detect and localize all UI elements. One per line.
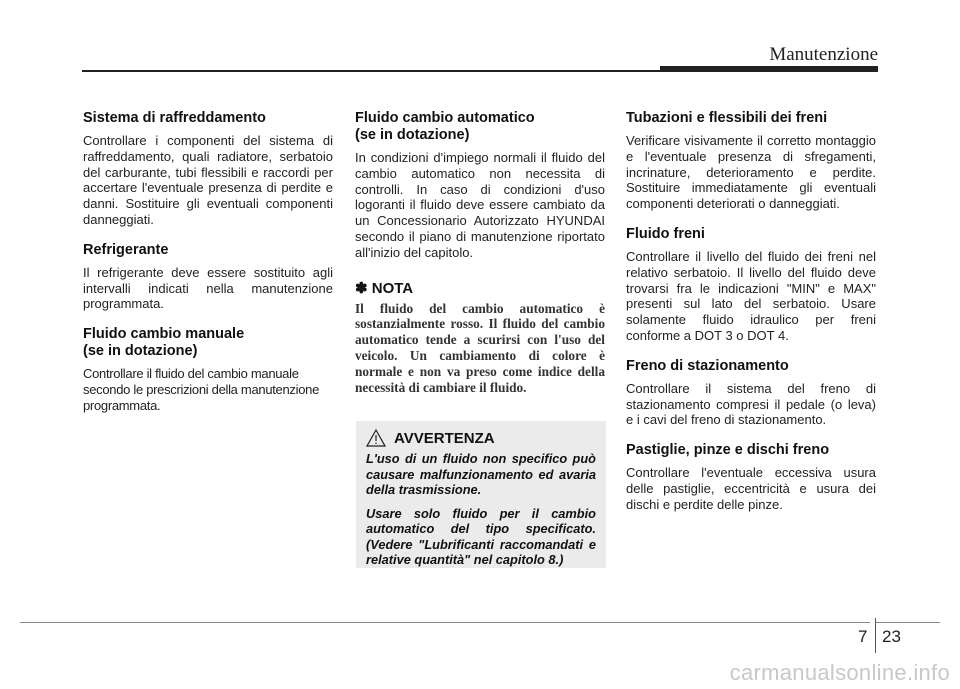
chapter-number: 7 bbox=[858, 627, 868, 646]
footer-rule-right bbox=[876, 622, 940, 623]
section-title-coolant: Refrigerante bbox=[83, 241, 169, 258]
warning-title: AVVERTENZA bbox=[394, 429, 495, 447]
column-2 bbox=[355, 110, 605, 395]
warning-header bbox=[366, 429, 596, 447]
section-title-manual-transmission bbox=[83, 326, 333, 360]
section-body-brake-fluid: Controllare il livello del fluido dei freni nel relativo serbatoio. Il livello del fluido deve trovarsi fra le indicazioni "MIN" e MAX" presenti sul lato del serbatoio. Usare solamente fluido idraulico per freni conforme a DOT 3 o DOT 4. bbox=[626, 248, 876, 343]
page-header-title: Manutenzione bbox=[769, 44, 878, 65]
warning-paragraph-2: Usare solo fluido per il cambio automatico del tipo specificato. (Vedere "Lubrificanti raccomandati e relative quantità" nel capitolo 8.) bbox=[366, 505, 596, 567]
section-body-parking-brake: Controllare il sistema del freno di stazionamento compresi il pedale (o leva) e i cavi del freno di stazionamento. bbox=[626, 380, 876, 428]
section-body-automatic-transmission: In condizioni d'impiego normali il fluido del cambio automatico non necessita di controlli. In caso di condizioni d'uso logoranti il fluido deve essere cambiato da un Concessionario Autorizzato HYUNDAI secondo il piano di manutenzione riportato all'inizio del capitolo. bbox=[355, 150, 605, 260]
title-line-1: Fluido cambio automatico bbox=[355, 110, 535, 126]
section-body-cooling: Controllare i componenti del sistema di raffreddamento, quali radiatore, serbatoio del carburante, tubi flessibili e raccordi per accertare l'eventuale presenza di perdite e danni. Sostituire gli eventuali componenti danneggiati. bbox=[83, 133, 333, 227]
title-line-2: (se in dotazione) bbox=[83, 343, 198, 360]
footer-rule bbox=[20, 622, 870, 623]
section-title-brake-lines: Tubazioni e flessibili dei freni bbox=[626, 110, 828, 126]
section-title-cooling: Sistema di raffreddamento bbox=[83, 110, 266, 126]
section-body-brake-pads: Controllare l'eventuale eccessiva usura delle pastiglie, eccentricità e usura dei dischi e perdite delle pinze. bbox=[626, 465, 876, 512]
section-title-parking-brake: Freno di stazionamento bbox=[626, 357, 789, 374]
page-number: 23 bbox=[882, 627, 901, 646]
note-title: ✽ NOTA bbox=[355, 279, 414, 297]
warning-paragraph-1: L'uso di un fluido non specifico può causare malfunzionamento ed avaria della trasmissione. bbox=[366, 451, 596, 497]
column-1 bbox=[83, 110, 333, 428]
header-rule bbox=[82, 70, 660, 72]
section-title-brake-fluid: Fluido freni bbox=[626, 225, 705, 242]
watermark: carmanualsonline.info bbox=[729, 660, 950, 685]
section-body-coolant: Il refrigerante deve essere sostituito agli intervalli indicati nella manutenzione programmata. bbox=[83, 264, 333, 312]
title-line-1: Fluido cambio manuale bbox=[83, 326, 245, 343]
section-title-automatic-transmission bbox=[355, 110, 605, 144]
section-title-brake-pads: Pastiglie, pinze e dischi freno bbox=[626, 442, 830, 459]
column-3 bbox=[626, 110, 876, 527]
warning-box bbox=[356, 421, 606, 568]
note-body: Il fluido del cambio automatico è sostanzialmente rosso. Il fluido del cambio automatico tende a scurirsi con l'uso del veicolo. Un cambiamento di colore è normale e non va preso come indice della necessità di cambiare il fluido. bbox=[355, 300, 605, 395]
section-body-brake-lines: Verificare visivamente il corretto montaggio e l'eventuale presenza di sfregamenti, incrinature, deterioramento e perdite. Sostituire immediatamente gli eventuali componenti deteriorati o danneggiati. bbox=[626, 133, 876, 212]
title-line-2: (se in dotazione) bbox=[355, 127, 470, 143]
warning-triangle-icon bbox=[366, 429, 386, 447]
footer-divider bbox=[875, 618, 876, 653]
header-rule-accent bbox=[660, 66, 878, 72]
section-body-manual-transmission: Controllare il fluido del cambio manuale secondo le prescrizioni della manutenzione programmata. bbox=[83, 366, 319, 413]
